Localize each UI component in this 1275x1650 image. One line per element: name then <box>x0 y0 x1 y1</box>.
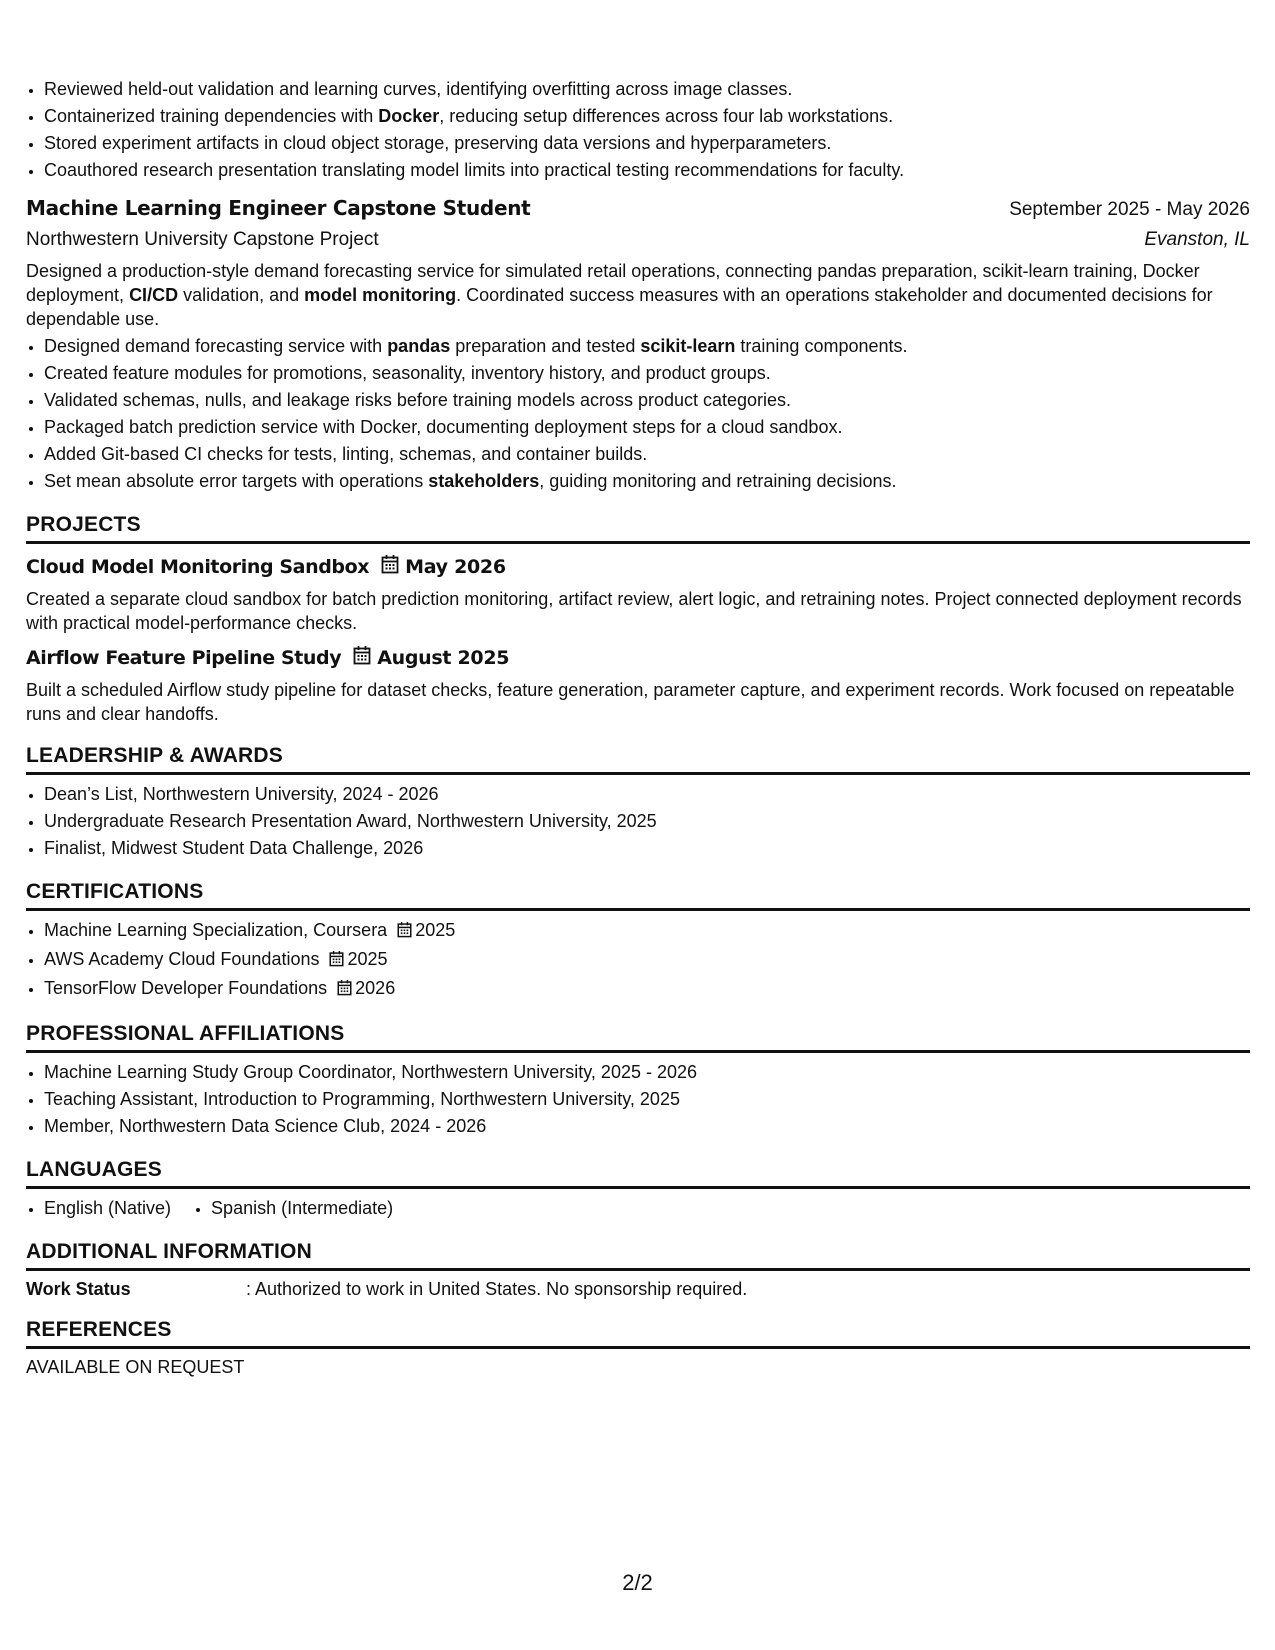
work-status-row <box>26 1279 1250 1300</box>
list-item: • Spanish (Intermediate) <box>211 1195 393 1222</box>
job-dates: September 2025 - May 2026 <box>1009 199 1250 220</box>
list-item: • Created feature modules for promotions, seasonality, inventory history, and product groups. <box>44 360 1250 387</box>
list-item: • Finalist, Midwest Student Data Challenge, 2026 <box>44 835 1250 862</box>
list-item <box>44 946 1250 975</box>
job-subheader <box>26 229 1250 251</box>
references-text: AVAILABLE ON REQUEST <box>26 1357 245 1377</box>
project-header <box>26 645 1250 670</box>
affiliations-list <box>26 1059 1250 1140</box>
affiliations-heading: PROFESSIONAL AFFILIATIONS <box>26 1022 1250 1053</box>
project-description: Built a scheduled Airflow study pipeline for dataset checks, feature generation, parameter capture, and experiment records. Work focused on repeatable runs and clear handoffs. <box>26 680 1235 724</box>
certification-year: 2025 <box>415 920 456 940</box>
bold-keyword: stakeholders <box>428 471 540 491</box>
project-date: May 2026 <box>405 555 506 578</box>
projects-heading: PROJECTS <box>26 513 1250 544</box>
list-item: • Set mean absolute error targets with operations stakeholders, guiding monitoring and retraining decisions. <box>44 468 1250 495</box>
calendar-icon <box>337 977 352 1004</box>
job-header <box>26 196 1250 221</box>
calendar-icon <box>329 948 344 975</box>
list-item: • Machine Learning Study Group Coordinator, Northwestern University, 2025 - 2026 <box>44 1059 1250 1086</box>
certification-year: 2026 <box>355 978 396 998</box>
page-number: 2/2 <box>622 1570 653 1595</box>
bold-keyword: CI/CD <box>129 285 179 305</box>
list-item: • Containerized training dependencies with Docker, reducing setup differences across four lab workstations. <box>44 103 1250 130</box>
additional-info-heading: ADDITIONAL INFORMATION <box>26 1240 1250 1271</box>
certifications-heading: CERTIFICATIONS <box>26 880 1250 911</box>
bold-keyword: model monitoring <box>304 285 457 305</box>
list-item: • Coauthored research presentation translating model limits into practical testing recommendations for faculty. <box>44 157 1250 184</box>
job-bullets <box>26 333 1250 495</box>
project-header <box>26 554 1250 579</box>
job-summary: Designed a production-style demand forecasting service for simulated retail operations, connecting pandas preparation, scikit-learn training, Docker deployment, CI/CD validation, and model monitoring. Coordinated success measures with an operations stakeholder and documented decisions for dependable use. <box>26 261 1213 329</box>
work-status-value: : Authorized to work in United States. No sponsorship required. <box>246 1279 748 1299</box>
list-item: • Validated schemas, nulls, and leakage risks before training models across product categories. <box>44 387 1250 414</box>
certification-name: AWS Academy Cloud Foundations <box>44 949 320 969</box>
list-item: • Packaged batch prediction service with Docker, documenting deployment steps for a cloud sandbox. <box>44 414 1250 441</box>
list-item <box>44 975 1250 1004</box>
list-item: • Reviewed held-out validation and learning curves, identifying overfitting across image classes. <box>44 76 1250 103</box>
list-item: • English (Native) <box>44 1195 171 1222</box>
calendar-icon <box>353 645 371 670</box>
bold-keyword: Docker <box>378 106 440 126</box>
list-item: • Teaching Assistant, Introduction to Programming, Northwestern University, 2025 <box>44 1086 1250 1113</box>
list-item: • Member, Northwestern Data Science Club, 2024 - 2026 <box>44 1113 1250 1140</box>
calendar-icon <box>381 554 399 579</box>
job-location: Evanston, IL <box>1144 229 1250 250</box>
languages-list <box>26 1195 1250 1222</box>
certifications-list <box>26 917 1250 1004</box>
job-title: Machine Learning Engineer Capstone Student <box>26 196 531 220</box>
resume-page <box>26 76 1250 1378</box>
list-item <box>44 917 1250 946</box>
bold-keyword: pandas <box>387 336 451 356</box>
references-heading: REFERENCES <box>26 1318 1250 1349</box>
certification-year: 2025 <box>347 949 388 969</box>
list-item: • Added Git-based CI checks for tests, linting, schemas, and container builds. <box>44 441 1250 468</box>
job-organization: Northwestern University Capstone Project <box>26 229 379 250</box>
awards-heading: LEADERSHIP & AWARDS <box>26 744 1250 775</box>
previous-role-bullets <box>26 76 1250 184</box>
project-item <box>26 645 1250 726</box>
project-description: Created a separate cloud sandbox for batch prediction monitoring, artifact review, alert logic, and retraining notes. Project connected deployment records with practical model-performance checks. <box>26 589 1242 633</box>
bold-keyword: scikit-learn <box>640 336 736 356</box>
project-name: Cloud Model Monitoring Sandbox <box>26 555 370 578</box>
project-item <box>26 554 1250 635</box>
languages-heading: LANGUAGES <box>26 1158 1250 1189</box>
awards-list <box>26 781 1250 862</box>
project-date: August 2025 <box>377 646 510 669</box>
list-item: • Dean’s List, Northwestern University, 2024 - 2026 <box>44 781 1250 808</box>
list-item: • Designed demand forecasting service with pandas preparation and tested scikit-learn training components. <box>44 333 1250 360</box>
list-item: • Stored experiment artifacts in cloud object storage, preserving data versions and hyperparameters. <box>44 130 1250 157</box>
certification-name: TensorFlow Developer Foundations <box>44 978 328 998</box>
certification-name: Machine Learning Specialization, Coursera <box>44 920 388 940</box>
project-name: Airflow Feature Pipeline Study <box>26 646 342 669</box>
calendar-icon <box>397 919 412 946</box>
list-item: • Undergraduate Research Presentation Award, Northwestern University, 2025 <box>44 808 1250 835</box>
work-status-label: Work Status <box>26 1279 131 1299</box>
